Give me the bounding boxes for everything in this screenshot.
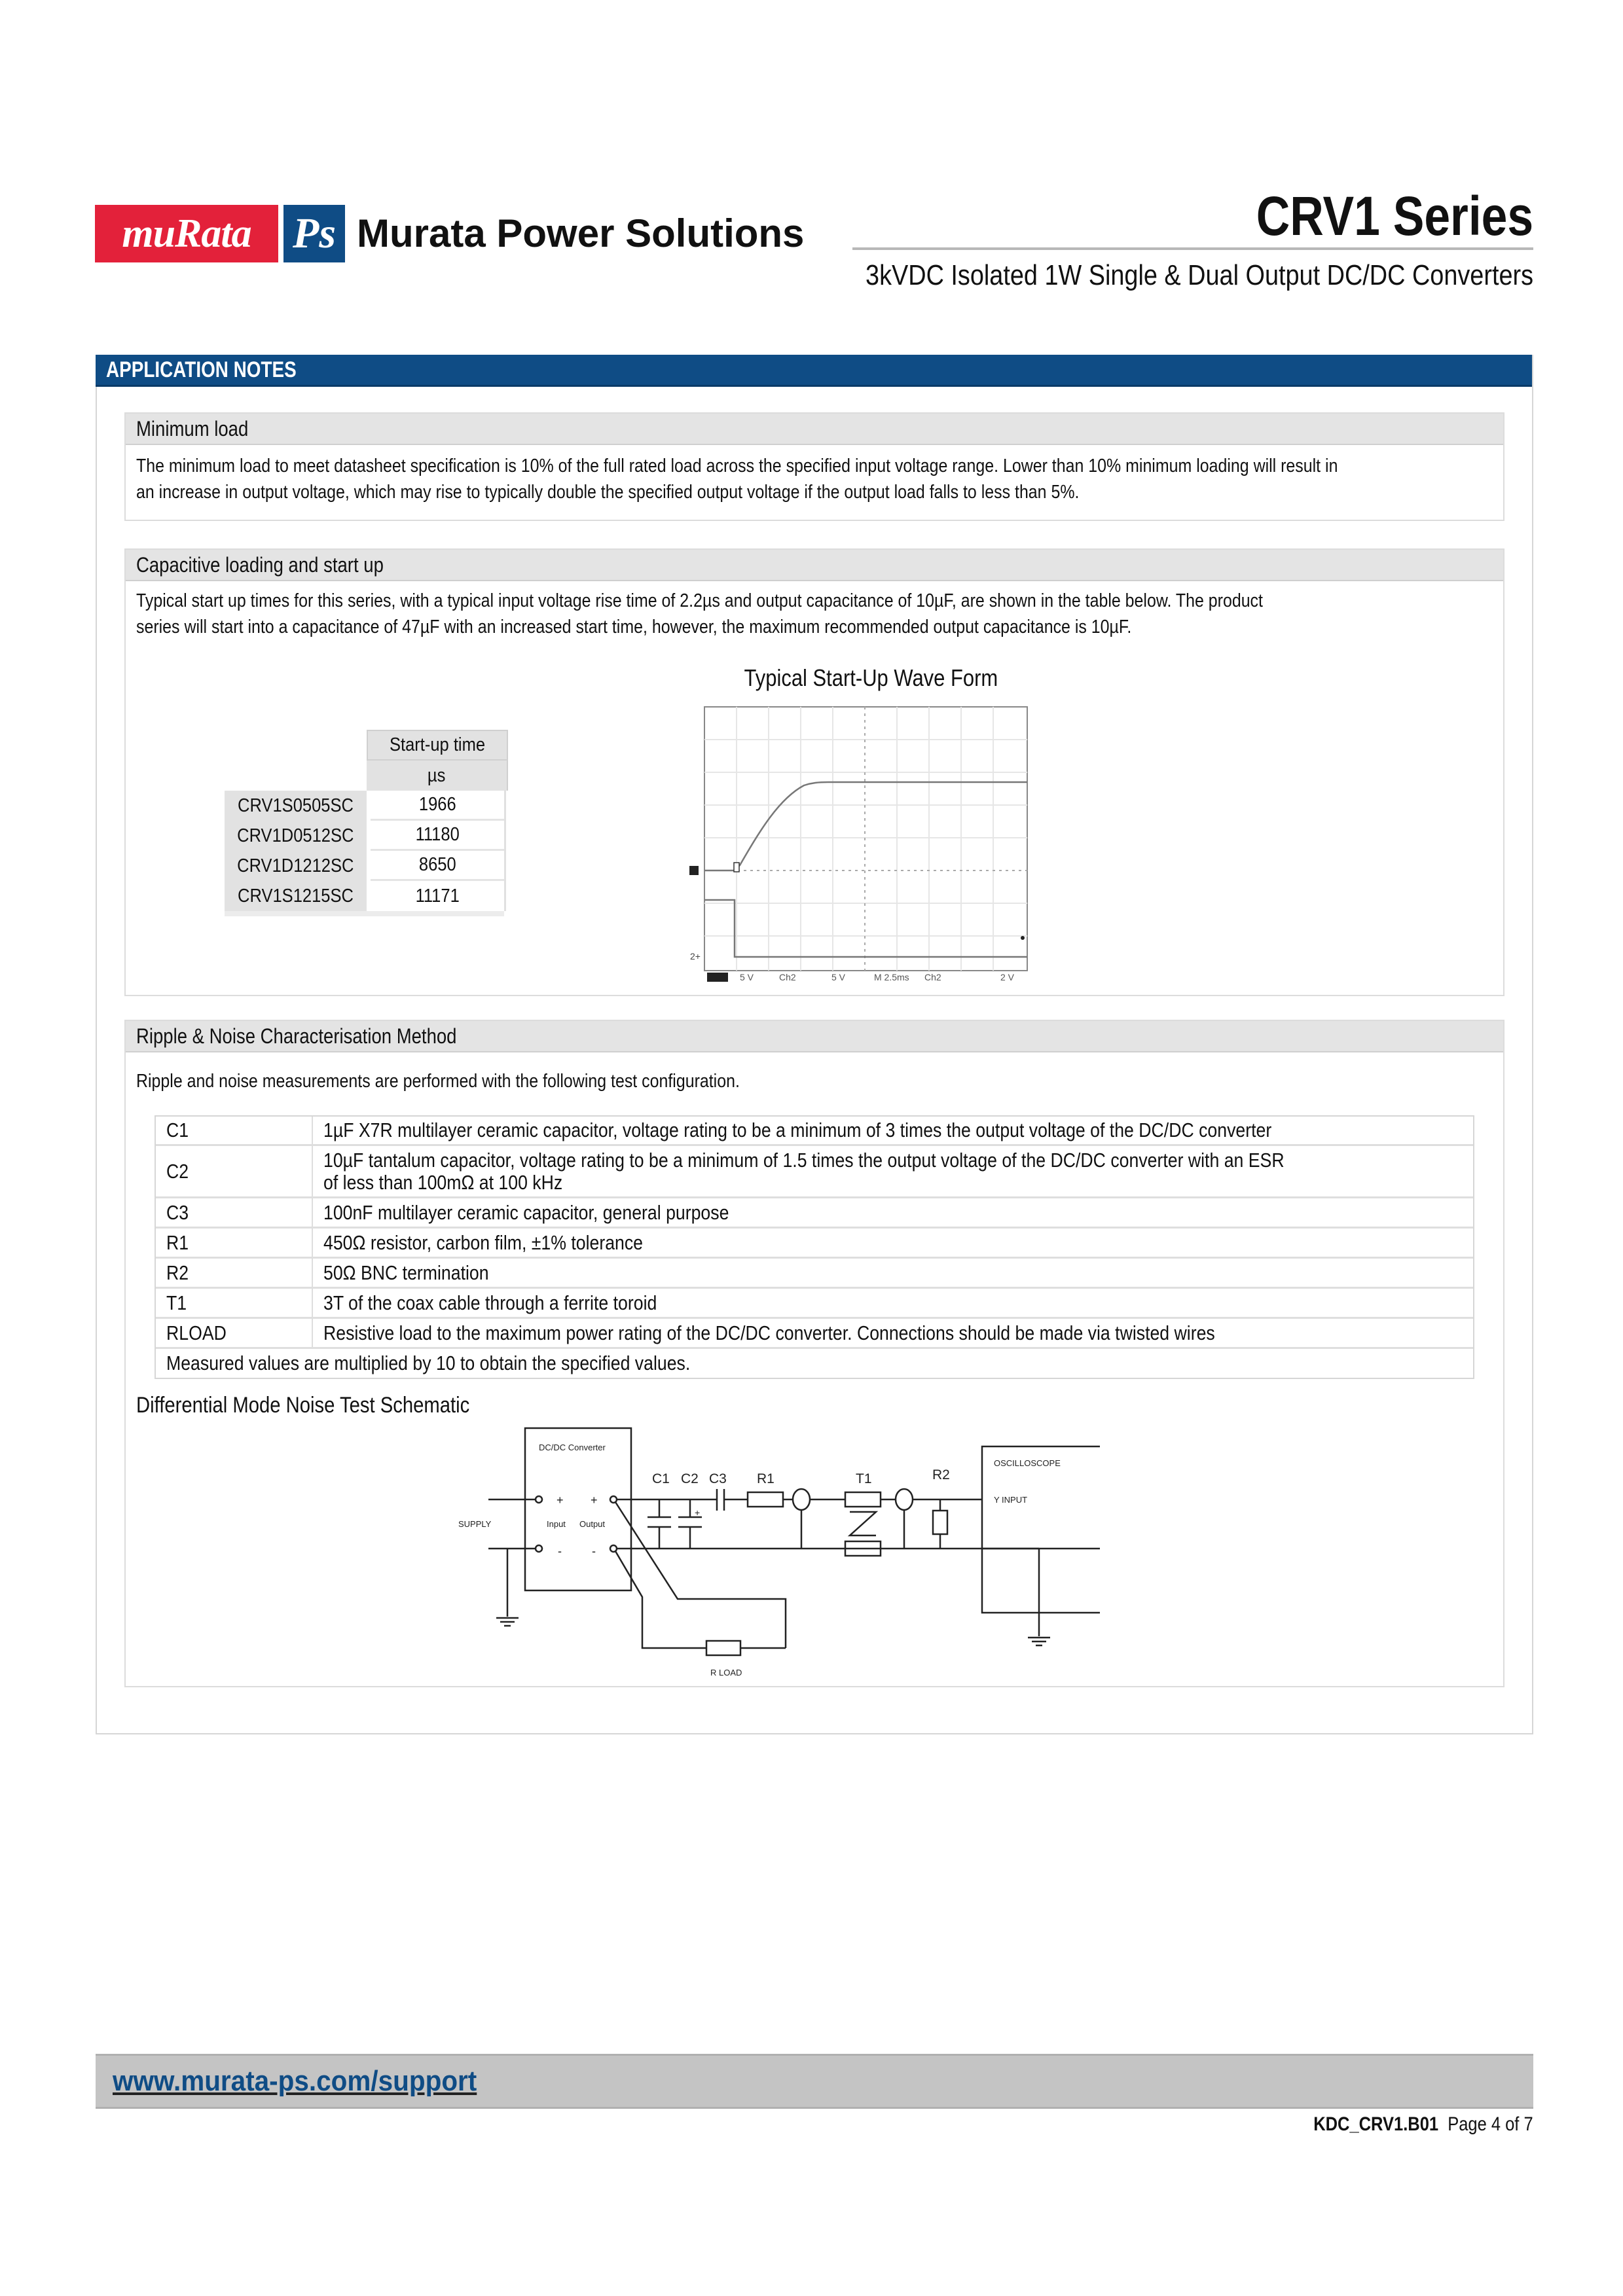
- startup-value: 11171: [415, 885, 460, 906]
- waveform-title-wrap: [687, 664, 1054, 692]
- ch2-marker: 2+: [690, 951, 701, 961]
- startup-header-cell: [367, 730, 508, 761]
- svg-text:Y INPUT: Y INPUT: [994, 1495, 1028, 1505]
- svg-text:-: -: [592, 1545, 596, 1558]
- svg-text:C1: C1: [652, 1471, 670, 1486]
- startup-model: CRV1S0505SC: [238, 795, 354, 816]
- svg-text:C3: C3: [709, 1471, 727, 1486]
- application-notes-title: APPLICATION NOTES: [106, 357, 297, 382]
- startup-header: Start-up time: [389, 734, 486, 755]
- minimum-load-header: [126, 414, 1503, 445]
- document-id: [1314, 2113, 1533, 2136]
- startup-model: CRV1D1212SC: [237, 855, 354, 876]
- svg-text:Input: Input: [547, 1519, 566, 1529]
- svg-text:Ch2: Ch2: [779, 972, 796, 982]
- component-key: R2: [166, 1261, 189, 1284]
- component-key: RLOAD: [166, 1321, 227, 1344]
- startup-value: 1966: [371, 791, 504, 821]
- startup-unit-cell: [367, 761, 508, 791]
- component-description: 3T of the coax cable through a ferrite toroid: [323, 1291, 657, 1314]
- minimum-load-panel: [124, 412, 1504, 521]
- svg-text:SUPPLY: SUPPLY: [458, 1519, 492, 1529]
- component-description: 450Ω resistor, carbon film, ±1% tolerance: [323, 1230, 644, 1254]
- capacitive-line-1: Typical start up times for this series, with a typical input voltage rise time of 2.2µs and output capacitance of 10µF, are shown in the table below. The product: [136, 590, 1263, 611]
- ps-logo-text: Ps: [293, 209, 336, 257]
- component-key: C2: [166, 1159, 189, 1183]
- svg-text:R LOAD: R LOAD: [710, 1668, 742, 1677]
- series-subtitle: 3kVDC Isolated 1W Single & Dual Output DC/DC Converters: [866, 259, 1533, 291]
- startup-waveform-plot: [687, 700, 1054, 982]
- capacitive-loading-heading: Capacitive loading and start up: [136, 553, 384, 577]
- svg-text:C2: C2: [681, 1471, 699, 1486]
- svg-text:5 V: 5 V: [740, 972, 754, 982]
- table-row: [156, 1259, 1473, 1289]
- table-row: [156, 1289, 1473, 1319]
- component-description: 10µF tantalum capacitor, voltage rating to be a minimum of 1.5 times the output voltage of the DC/DC converter with an ESR of less than 100mΩ at 100 kHz: [323, 1148, 1285, 1194]
- ripple-component-table: [155, 1115, 1474, 1379]
- svg-text:+: +: [695, 1507, 701, 1518]
- svg-text:R1: R1: [757, 1471, 775, 1486]
- minimum-load-heading: Minimum load: [136, 417, 249, 440]
- minimum-load-text: [136, 453, 1338, 505]
- component-description: 1µF X7R multilayer ceramic capacitor, voltage rating to be a minimum of 3 times the output voltage of the DC/DC converter: [323, 1119, 1272, 1141]
- table-row: [156, 1198, 1473, 1229]
- svg-text:+: +: [556, 1494, 564, 1507]
- page-number: Page 4 of 7: [1448, 2113, 1533, 2135]
- component-key: C3: [166, 1200, 189, 1224]
- minimum-load-line-1: The minimum load to meet datasheet specification is 10% of the full rated load across the specified input voltage range. Lower than 10% minimum loading will result in: [136, 456, 1338, 476]
- ps-logo: [283, 205, 345, 262]
- svg-text:-: -: [558, 1545, 562, 1558]
- application-notes-bar: [96, 355, 1532, 387]
- noise-test-schematic: [445, 1420, 1100, 1695]
- capacitive-loading-header: [126, 550, 1503, 581]
- ripple-noise-heading: Ripple & Noise Characterisation Method: [136, 1024, 457, 1048]
- startup-unit: µs: [428, 764, 446, 786]
- component-description: 50Ω BNC termination: [323, 1261, 489, 1284]
- startup-value: 8650: [371, 851, 504, 881]
- svg-text:5 V: 5 V: [831, 972, 846, 982]
- svg-text:DC/DC Converter: DC/DC Converter: [539, 1443, 606, 1452]
- svg-text:2 V: 2 V: [1000, 972, 1015, 982]
- startup-table-body: [225, 791, 508, 911]
- component-key: T1: [166, 1291, 187, 1314]
- brand-name: Murata Power Solutions: [357, 211, 805, 255]
- measurement-note: Measured values are multiplied by 10 to obtain the specified values.: [166, 1352, 691, 1374]
- series-title: CRV1 Series: [1256, 185, 1533, 247]
- table-row: [156, 1146, 1473, 1198]
- ripple-intro: Ripple and noise measurements are performed with the following test configuration.: [136, 1071, 740, 1092]
- svg-text:R2: R2: [932, 1467, 950, 1482]
- table-note-row: [156, 1349, 1473, 1378]
- svg-text:T1: T1: [856, 1471, 872, 1486]
- document-code: KDC_CRV1.B01: [1313, 2113, 1439, 2135]
- murata-logo-text: muRata: [122, 211, 251, 256]
- startup-value: 11180: [371, 821, 504, 851]
- support-link[interactable]: www.murata-ps.com/support: [113, 2065, 477, 2097]
- minimum-load-line-2: an increase in output voltage, which may rise to typically double the specified output voltage if the output load falls to less than 5%.: [136, 482, 1080, 503]
- murata-logo: [95, 205, 278, 262]
- svg-text:Ch2: Ch2: [924, 972, 941, 982]
- svg-text:M 2.5ms: M 2.5ms: [874, 972, 909, 982]
- svg-text:+: +: [591, 1494, 598, 1507]
- startup-model: CRV1D0512SC: [237, 825, 354, 846]
- component-description: 100nF multilayer ceramic capacitor, general purpose: [323, 1200, 729, 1224]
- component-key: R1: [166, 1230, 189, 1254]
- component-description: Resistive load to the maximum power rating of the DC/DC converter. Connections should be made via twisted wires: [323, 1321, 1215, 1344]
- table-row: [156, 1117, 1473, 1146]
- schematic-title: Differential Mode Noise Test Schematic: [136, 1393, 470, 1418]
- table-row: [156, 1229, 1473, 1259]
- waveform-title: Typical Start-Up Wave Form: [744, 664, 998, 691]
- table-row: [156, 1319, 1473, 1349]
- ripple-noise-header: [126, 1021, 1503, 1052]
- svg-text:OSCILLOSCOPE: OSCILLOSCOPE: [994, 1458, 1061, 1468]
- component-key: C1: [166, 1119, 189, 1141]
- capacitive-loading-text: [136, 588, 1263, 640]
- startup-model: CRV1S1215SC: [238, 885, 354, 906]
- svg-text:Output: Output: [579, 1519, 606, 1529]
- capacitive-line-2: series will start into a capacitance of 47µF with an increased start time, however, the maximum recommended output capacitance is 10µF.: [136, 617, 1132, 637]
